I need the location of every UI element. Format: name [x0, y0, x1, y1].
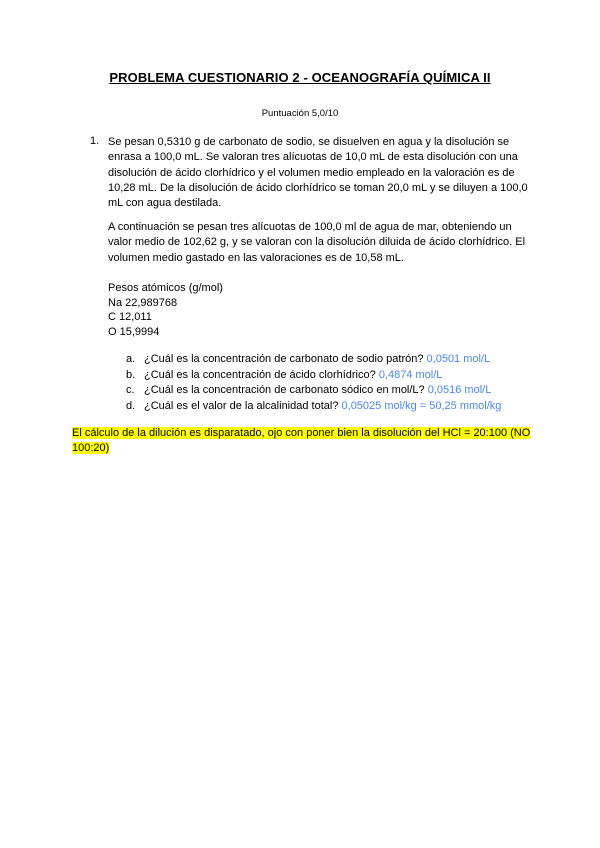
subquestion-answer: 0,4874 mol/L — [378, 368, 443, 381]
subquestion-item — [126, 383, 501, 399]
subquestion-item — [126, 399, 501, 415]
atomic-weight-item: C 12,011 — [108, 311, 152, 323]
score-text: Puntuación 5,0/10 — [261, 108, 339, 119]
atomic-weights-heading: Pesos atómicos (g/mol) — [108, 282, 223, 294]
subquestion-answer: 0,0501 mol/L — [426, 353, 491, 365]
page-title: PROBLEMA CUESTIONARIO 2 - OCEANOGRAFÍA QUÍMICA II — [109, 70, 491, 85]
atomic-weight-item: O 15,9994 — [108, 325, 160, 338]
subquestion-list — [126, 352, 501, 414]
subquestion-letter: a. — [126, 353, 136, 365]
atomic-weight-item: Na 22,989768 — [108, 296, 178, 309]
atomic-weights — [108, 281, 223, 339]
subquestion-item — [126, 352, 501, 368]
subquestion-text: ¿Cuál es la concentración de ácido clorhídrico? — [144, 368, 376, 381]
subquestion-answer: 0,05025 mol/kg = 50,25 mmol/kg — [341, 399, 502, 412]
feedback-note — [72, 426, 532, 456]
feedback-note-text: El cálculo de la dilución es disparatado, ojo con poner bien la disolución del HCl = 20:100 (NO 100:20) — [72, 427, 531, 454]
question-paragraph-2: A continuación se pesan tres alícuotas de 100,0 ml de agua de mar, obteniendo un valor medio de 102,62 g, y se valoran con la disolución diluida de ácido clorhídrico. El volumen medio gastado en las valoraciones es de 10,58 mL. — [108, 221, 526, 264]
subquestion-text: ¿Cuál es la concentración de carbonato de sodio patrón? — [144, 353, 424, 365]
subquestion-letter: d. — [126, 399, 136, 412]
question-number: 1. — [90, 135, 100, 147]
subquestion-letter: b. — [126, 368, 136, 381]
subquestion-text: ¿Cuál es el valor de la alcalinidad total? — [144, 399, 339, 412]
subquestion-answer: 0,0516 mol/L — [427, 384, 492, 396]
subquestion-text: ¿Cuál es la concentración de carbonato sódico en mol/L? — [144, 384, 425, 396]
subquestion-letter: c. — [126, 384, 135, 396]
subquestion-item — [126, 368, 501, 384]
question-paragraph-1: Se pesan 0,5310 g de carbonato de sodio, se disuelven en agua y la disolución se enrasa a 100,0 mL. Se valoran tres alícuotas de 10,0 mL de esta disolución con una disolución de ácido clorhídrico y el volumen medio empleado en la valoración es de 10,28 mL. De la disolución de ácido clorhídrico se toman 20,0 mL y se diluyen a 100,0 mL con agua destilada. — [108, 136, 528, 210]
